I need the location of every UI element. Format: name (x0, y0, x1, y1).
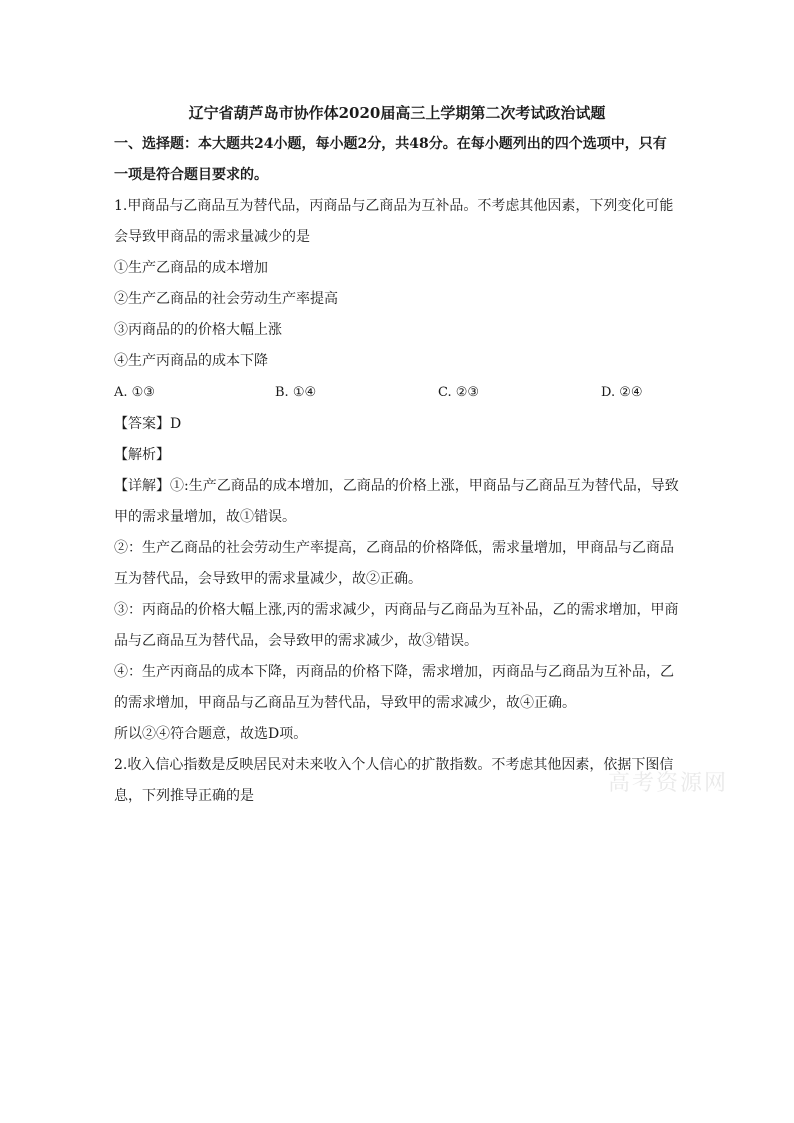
question-1-answer: 【答案】D (114, 416, 182, 432)
section-header-line-2: 一项是符合题目要求的。 (114, 167, 268, 183)
question-1-explain-line: ④：生产丙商品的成本下降，丙商品的价格下降，需求增加，丙商品与乙商品为互补品，乙 (114, 664, 674, 680)
question-1-explain-line: 甲的需求量增加，故①错误。 (114, 509, 296, 525)
question-1-explain-line: 的需求增加，甲商品与乙商品互为替代品，导致甲的需求减少，故④正确。 (114, 695, 576, 711)
question-1-explain-line: 所以②④符合题意，故选D项。 (114, 726, 308, 742)
question-1-explain-line: ②：生产乙商品的社会劳动生产率提高，乙商品的价格降低，需求量增加，甲商品与乙商品 (114, 540, 674, 556)
question-1-explain-line: 品与乙商品互为替代品，会导致甲的需求减少，故③错误。 (114, 633, 478, 649)
question-1-item-3: ③丙商品的的价格大幅上涨 (114, 322, 282, 338)
question-1-explain-line: 【详解】①:生产乙商品的成本增加，乙商品的价格上涨，甲商品与乙商品互为替代品，导致 (114, 478, 679, 494)
question-1-item-4: ④生产丙商品的成本下降 (114, 353, 268, 369)
question-1-option-b: B. ①④ (275, 385, 317, 400)
section-header-line-1: 一、选择题：本大题共24小题，每小题2分，共48分。在每小题列出的四个选项中，只有 (114, 136, 667, 152)
question-1-explain-line: 互为替代品，会导致甲的需求量减少，故②正确。 (114, 571, 422, 587)
question-1-stem-line-2: 会导致甲商品的需求量减少的是 (114, 229, 310, 245)
question-1-item-2: ②生产乙商品的社会劳动生产率提高 (114, 291, 338, 307)
question-1-option-a: A. ①③ (114, 385, 155, 400)
question-1-option-d: D. ②④ (601, 385, 643, 400)
question-1-analysis-label: 【解析】 (114, 447, 170, 463)
watermark: 高考资源网 (608, 771, 729, 796)
question-1-item-1: ①生产乙商品的成本增加 (114, 260, 268, 276)
question-2-stem-line-1: 2.收入信心指数是反映居民对未来收入个人信心的扩散指数。不考虑其他因素，依据下图信 (114, 757, 674, 773)
page-title: 辽宁省葫芦岛市协作体2020届高三上学期第二次考试政治试题 (188, 104, 606, 122)
question-1-stem-line-1: 1.甲商品与乙商品互为替代品，丙商品与乙商品为互补品。不考虑其他因素，下列变化可能 (114, 198, 674, 214)
question-2-stem-line-2: 息，下列推导正确的是 (114, 788, 254, 804)
question-1-option-c: C. ②③ (438, 385, 480, 400)
question-1-explain-line: ③：丙商品的价格大幅上涨,丙的需求减少，丙商品与乙商品为互补品，乙的需求增加，甲商 (114, 602, 679, 618)
